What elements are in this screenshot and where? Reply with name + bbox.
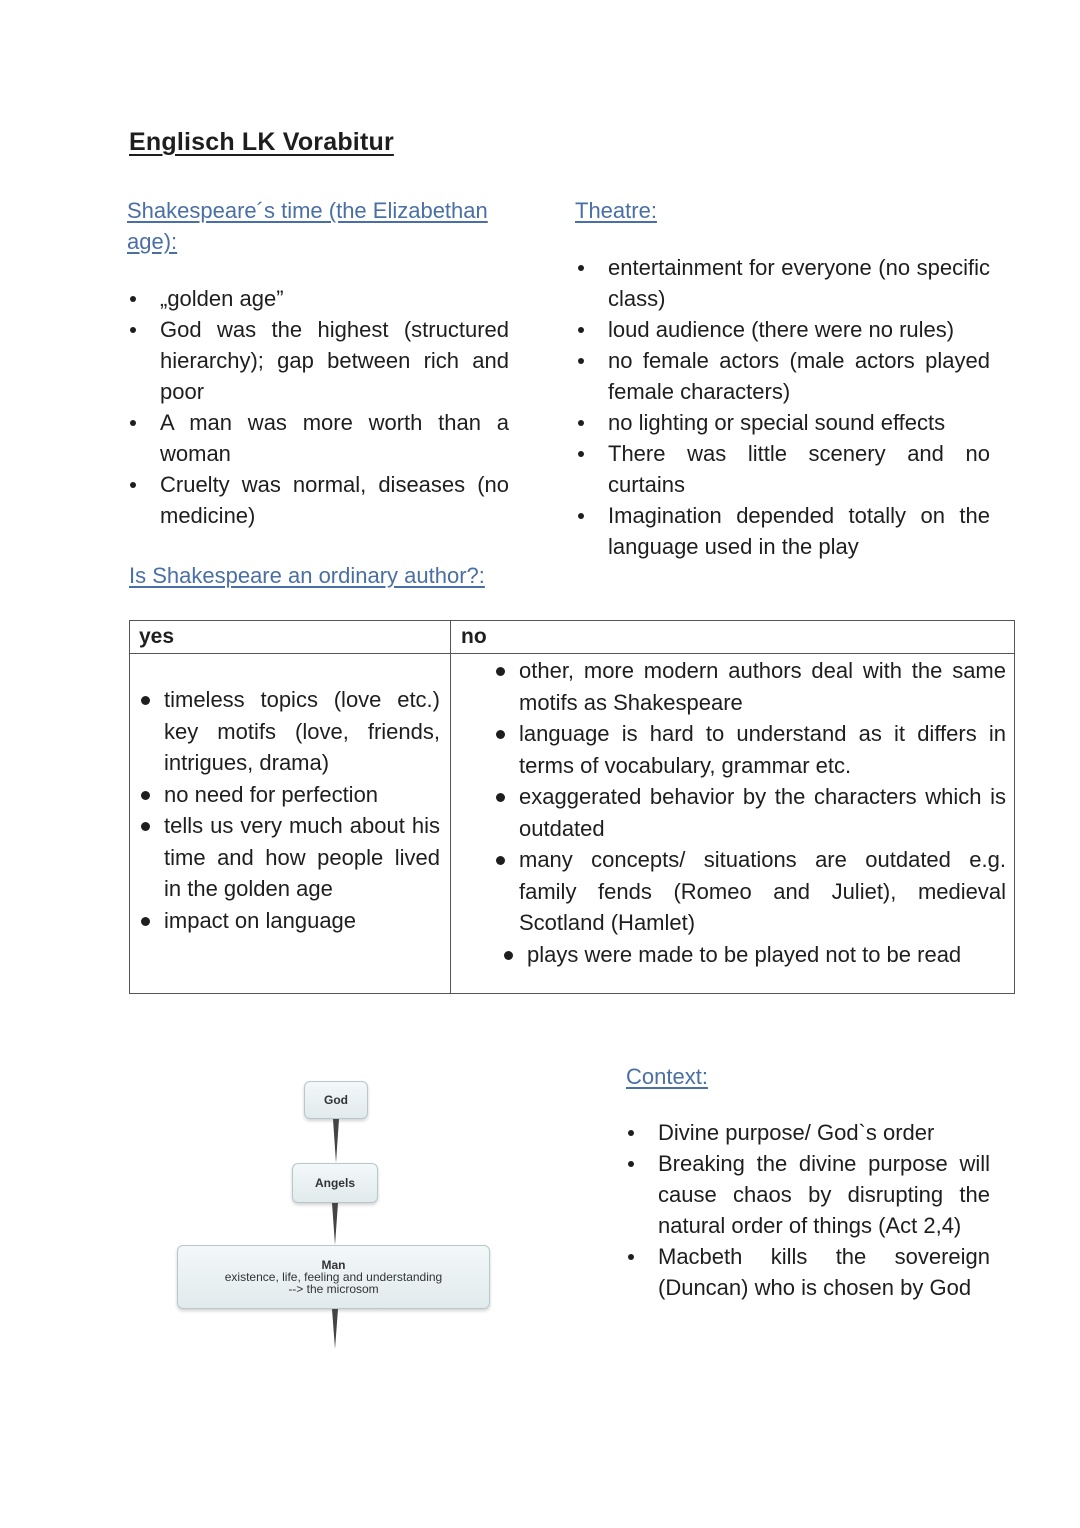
- list-item: „golden age”: [128, 283, 509, 314]
- context-heading: Context:: [626, 1064, 708, 1089]
- diagram-box-god: God: [304, 1081, 368, 1119]
- theatre-heading: Theatre:: [575, 198, 657, 223]
- yes-list: [130, 684, 440, 936]
- table-row: plays were made to be played not to be read: [493, 939, 1006, 971]
- table-row: exaggerated behavior by the characters which is outdated: [485, 781, 1006, 844]
- diagram-man-title: Man: [321, 1258, 346, 1272]
- elizabethan-heading: [127, 195, 517, 257]
- page-title: Englisch LK Vorabitur: [129, 128, 394, 156]
- list-item: A man was more worth than a woman: [128, 407, 509, 469]
- table-row: timeless topics (love etc.) key motifs (love, friends, intrigues, drama): [130, 684, 440, 779]
- table-row: other, more modern authors deal with the same motifs as Shakespeare: [485, 655, 1006, 718]
- diagram-man-line3: --> the microsom: [288, 1282, 379, 1296]
- list-item: Cruelty was normal, diseases (no medicine): [128, 469, 509, 531]
- elizabethan-list: [128, 283, 509, 531]
- diagram-box-man: [177, 1245, 490, 1309]
- table-divider: [450, 621, 451, 993]
- list-item: entertainment for everyone (no specific class): [576, 252, 990, 314]
- list-item: Breaking the divine purpose will cause chaos by disrupting the natural order of things (Act 2,4): [626, 1148, 990, 1241]
- table-row: many concepts/ situations are outdated e.g. family fends (Romeo and Juliet), medieval Scotland (Hamlet): [485, 844, 1006, 939]
- list-item: There was little scenery and no curtains: [576, 438, 990, 500]
- table-row: tells us very much about his time and how people lived in the golden age: [130, 810, 440, 905]
- table-header-yes: yes: [139, 625, 175, 648]
- arrow-icon: [328, 1119, 344, 1163]
- context-list: [626, 1117, 990, 1303]
- list-item: Macbeth kills the sovereign (Duncan) who is chosen by God: [626, 1241, 990, 1303]
- list-item: loud audience (there were no rules): [576, 314, 990, 345]
- table-row: impact on language: [130, 905, 440, 937]
- no-list: [485, 655, 1006, 970]
- ordinary-heading: Is Shakespeare an ordinary author?:: [129, 563, 485, 588]
- table-header-divider: [130, 653, 1014, 654]
- diagram-box-angels: Angels: [292, 1163, 378, 1203]
- list-item: no female actors (male actors played female characters): [576, 345, 990, 407]
- table-row: no need for perfection: [130, 779, 440, 811]
- elizabethan-heading-line1: Shakespeare´s time (the Elizabethan: [127, 198, 488, 223]
- theatre-list: [576, 252, 990, 562]
- elizabethan-heading-line2: age):: [127, 229, 178, 254]
- arrow-icon: [327, 1203, 343, 1245]
- diagram-man-line2: existence, life, feeling and understanding: [224, 1270, 443, 1284]
- list-item: God was the highest (structured hierarchy); gap between rich and poor: [128, 314, 509, 407]
- comparison-table: [129, 620, 1015, 994]
- list-item: Divine purpose/ God`s order: [626, 1117, 990, 1148]
- arrow-icon: [327, 1309, 343, 1349]
- table-row: language is hard to understand as it differs in terms of vocabulary, grammar etc.: [485, 718, 1006, 781]
- table-header-no: no: [461, 625, 487, 648]
- list-item: no lighting or special sound effects: [576, 407, 990, 438]
- hierarchy-diagram: [170, 1075, 500, 1365]
- list-item: Imagination depended totally on the language used in the play: [576, 500, 990, 562]
